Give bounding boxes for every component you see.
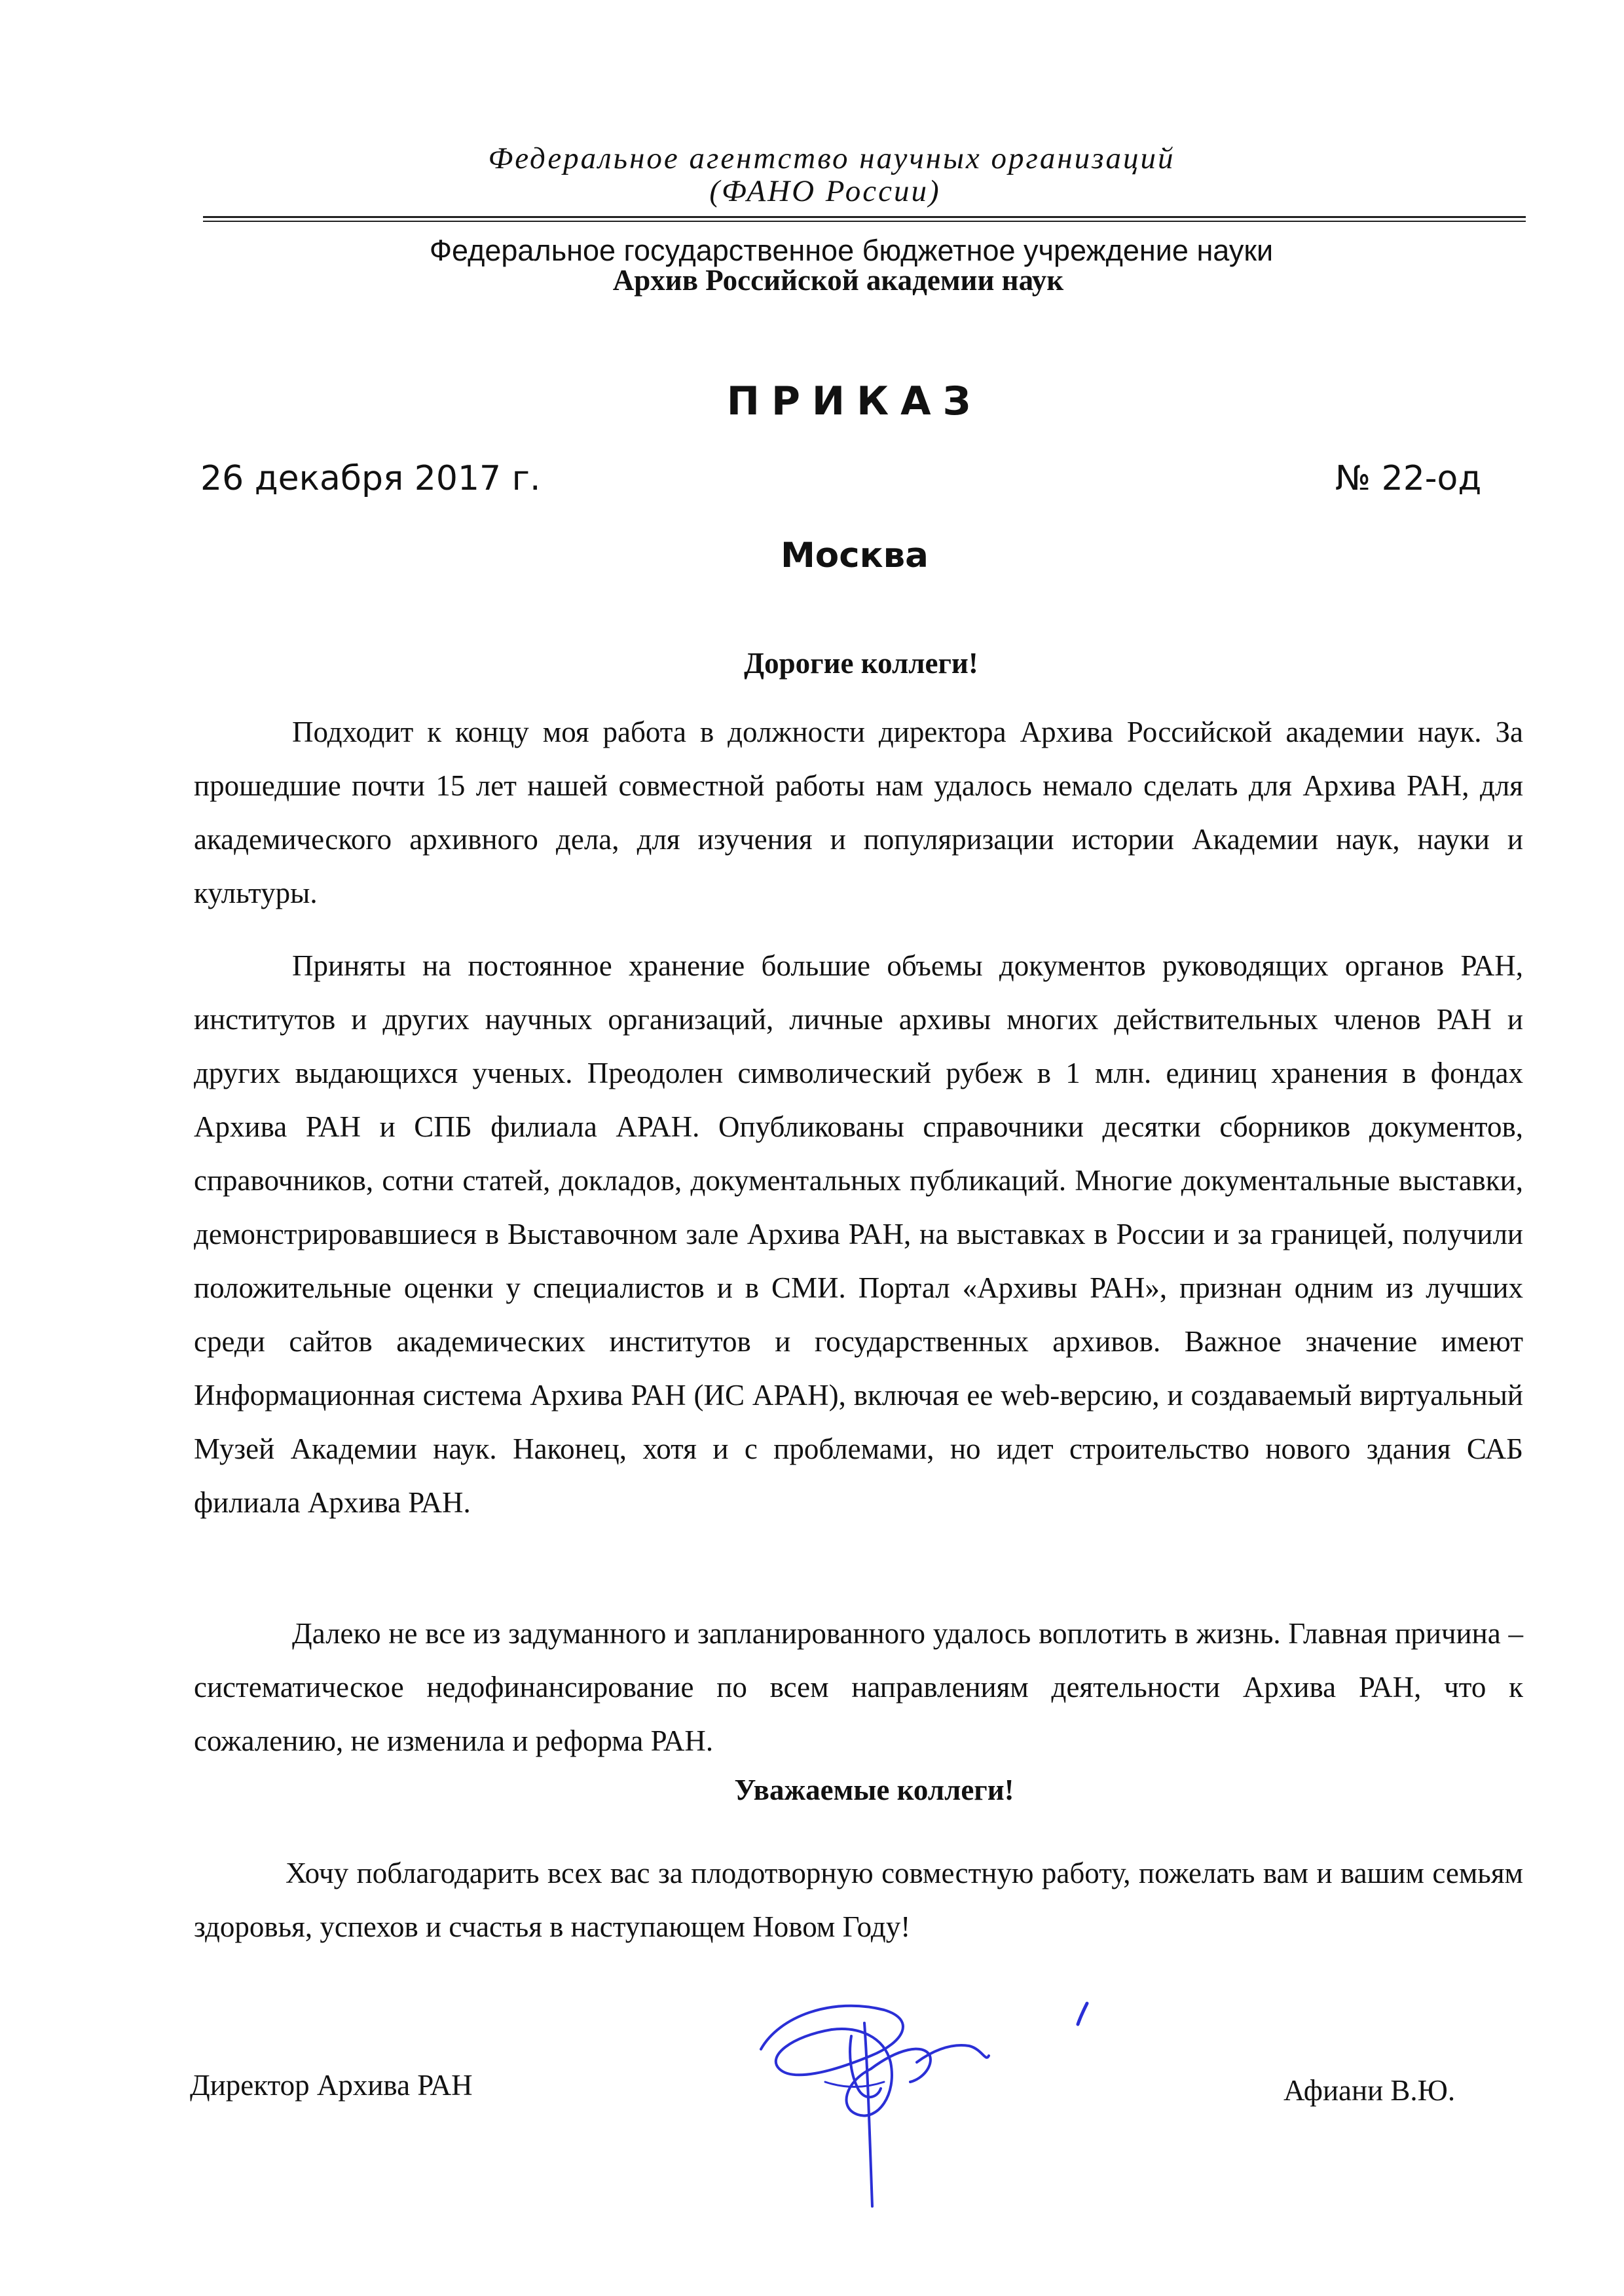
handwritten-signature: [753, 1990, 1107, 2213]
order-date: 26 декабря 2017 г.: [200, 459, 541, 498]
institution-name: Архив Российской академии наук: [612, 264, 1064, 297]
salutation-closing: Уважаемые коллеги!: [734, 1774, 1014, 1806]
header-divider: [203, 216, 1526, 218]
order-city: Москва: [781, 536, 929, 575]
header-divider-thin: [203, 221, 1526, 222]
agency-abbreviation: (ФАНО России): [709, 174, 941, 208]
body-paragraph-1: Подходит к концу моя работа в должности директора Архива Российской академии наук. За прошедшие почти 15 лет нашей совместной работы нам удалось немало сделать для Архива РАН, для академического архивного дела, для изучения и популяризации истории Академии наук, науки и культуры.: [194, 716, 1523, 909]
body-paragraph-4: Хочу поблагодарить всех вас за плодотворную совместную работу, пожелать вам и вашим семьям здоровья, успехов и счастья в наступающем Новом Году!: [194, 1857, 1523, 1943]
institution-type: Федеральное государственное бюджетное учреждение науки: [429, 234, 1274, 267]
body-paragraph-3: Далеко не все из задуманного и запланированного удалось воплотить в жизнь. Главная причина – систематическое недофинансирование по всем направлениям деятельности Архива РАН, что к сожалению, не изменила и реформа РАН.: [194, 1617, 1523, 1757]
salutation-opening: Дорогие коллеги!: [744, 647, 978, 680]
signatory-position: Директор Архива РАН: [190, 2069, 473, 2102]
signatory-name: Афиани В.Ю.: [1283, 2074, 1456, 2107]
document-title: ПРИКАЗ: [726, 378, 983, 424]
order-number: № 22-од: [1335, 459, 1482, 498]
body-paragraph-2: Приняты на постоянное хранение большие объемы документов руководящих органов РАН, институтов и других научных организаций, личные архивы многих действительных членов РАН и других выдающихся ученых. Преодолен символический рубеж в 1 млн. единиц хранения в фондах Архива РАН и СПБ филиала АРАН. Опубликованы справочники десятки сборников документов, справочников, сотни статей, докладов, документальных публикаций. Многие документальные выставки, демонстрировавшиеся в Выставочном зале Архива РАН, на выставках в России и за границей, получили положительные оценки у специалистов и в СМИ. Портал «Архивы РАН», признан одним из лучших среди сайтов академических институтов и государственных архивов. Важное значение имеют Информационная система Архива РАН (ИС АРАН), включая ее web-версию, и создаваемый виртуальный Музей Академии наук. Наконец, хотя и с проблемами, но идет строительство нового здания САБ филиала Архива РАН.: [194, 949, 1523, 1519]
agency-name: Федеральное агентство научных организаций: [488, 141, 1175, 175]
